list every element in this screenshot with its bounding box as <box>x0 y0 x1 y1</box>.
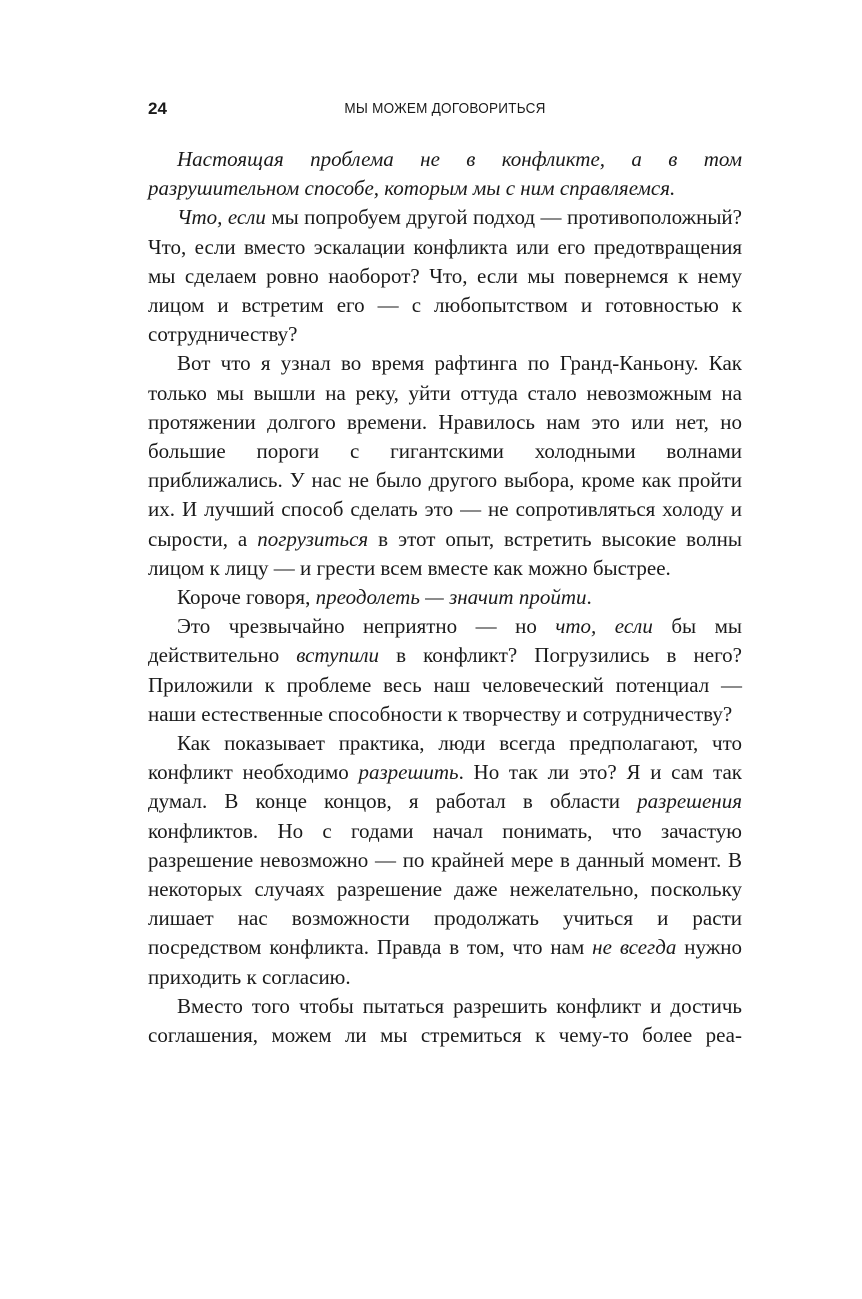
italic-text: разрешения <box>637 789 742 814</box>
text-segment: в конфликт? Погрузились в него? Приложили к проблеме весь наш человеческий потенциал — наши естественные способности к творчеству и сотрудничеству? <box>148 643 742 726</box>
italic-text: вступили <box>296 643 380 668</box>
text-segment: Как показывает практика, люди всегда предполагают, что конфликт необходимо <box>148 731 742 785</box>
text-segment: Это чрезвычайно неприятно — но <box>177 614 556 639</box>
text-segment: бы мы действительно <box>148 614 742 668</box>
paragraph <box>148 145 742 203</box>
text-segment: Вот что я узнал во время рафтинга по Гранд-Каньону. Как только мы вышли на реку, уйти оттуда стало невозможным на протяжении долгого времени. Нравилось нам это или нет, но большие пороги с гигантскими холодными волнами приближались. У нас не было другого выбора, кроме как пройти их. И лучший способ сделать это — не сопротивляться холоду и сырости, а <box>148 351 742 551</box>
paragraph <box>148 729 742 992</box>
text-segment: . Но так ли это? Я и сам так думал. В конце концов, я работал в области <box>148 760 743 814</box>
running-header-title: МЫ МОЖЕМ ДОГОВОРИТЬСЯ <box>344 100 546 117</box>
text-segment: . <box>586 585 592 610</box>
text-segment: Короче говоря, <box>177 585 316 610</box>
text-segment: нужно приходить к согласию. <box>148 935 742 989</box>
paragraph <box>148 992 742 1050</box>
italic-text: разрешить <box>358 760 459 785</box>
italic-text: погрузиться <box>257 526 369 551</box>
text-segment: в этот опыт, встретить высокие волны лицом к лицу — и грести всем вместе как можно быстрее. <box>148 526 742 580</box>
paragraph <box>148 612 742 729</box>
italic-text: Что, если <box>177 205 266 230</box>
paragraph <box>148 583 742 612</box>
page-number: 24 <box>148 99 167 118</box>
italic-text: что, если <box>555 614 653 639</box>
italic-text: Настоящая проблема не в конфликте, а в том разрушительном способе, которым мы с ним справляемся. <box>148 147 742 201</box>
paragraph <box>148 203 742 349</box>
body-text <box>148 145 742 1050</box>
paragraph <box>148 349 742 583</box>
text-segment: мы попробуем другой подход — противоположный? Что, если вместо эскалации конфликта или его предотвращения мы сделаем ровно наоборот? Что, если мы повернемся к нему лицом и встретим его — с любопытством и готовностью к сотрудничеству? <box>148 205 742 347</box>
italic-text: преодолеть — значит пройти <box>315 585 587 610</box>
italic-text: не всегда <box>592 935 677 960</box>
text-segment: Вместо того чтобы пытаться разрешить конфликт и достичь соглашения, можем ли мы стремиться к чему-то более реа- <box>148 993 742 1048</box>
text-segment: конфликтов. Но с годами начал понимать, что зачастую разрешение невозможно — по крайней мере в данный момент. В некоторых случаях разрешение даже нежелательно, поскольку лишает нас возможности продолжать учиться и расти посредством конфликта. Правда в том, что нам <box>148 818 742 960</box>
